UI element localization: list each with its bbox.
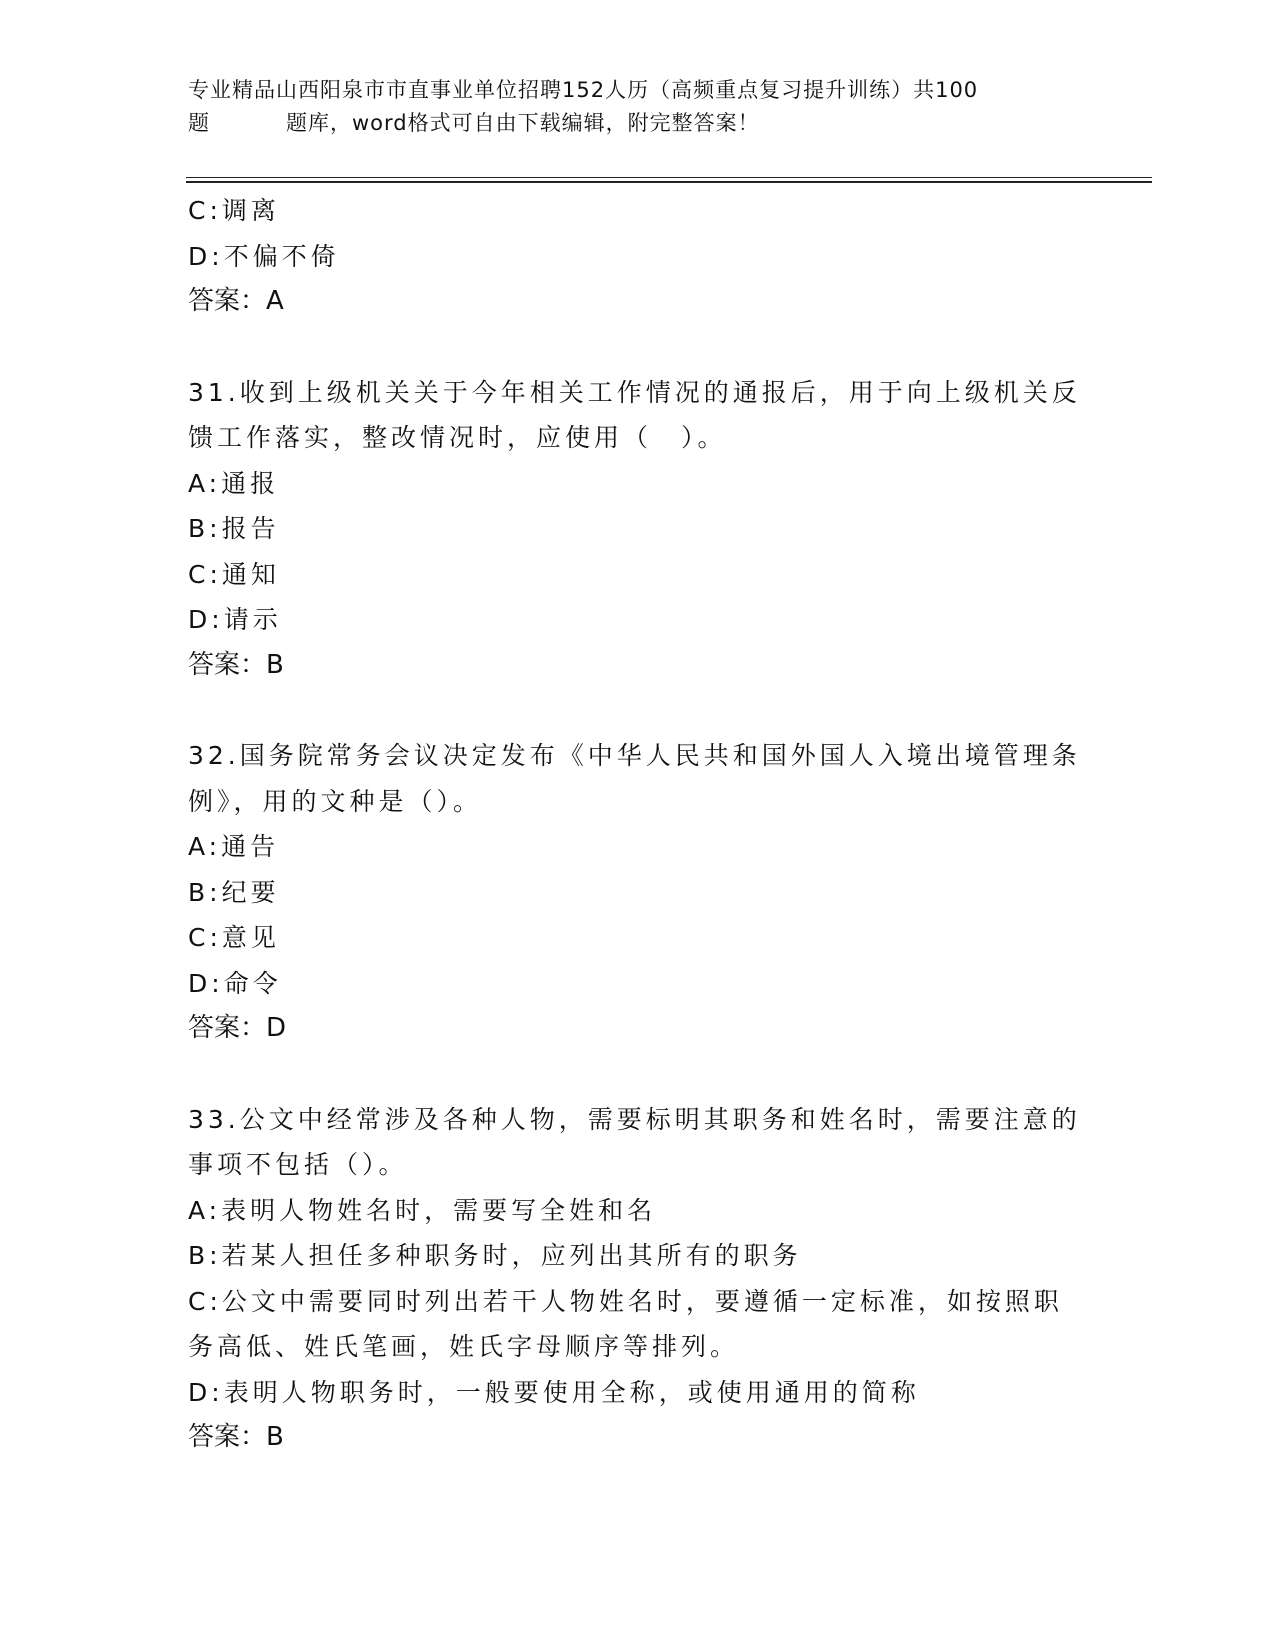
header-line-1: 专业精品山西阳泉市市直事业单位招聘152人历（高频重点复习提升训练）共100 — [188, 78, 979, 102]
question-stem: 32.国务院常务会议决定发布《中华人民共和国外国人入境出境管理条 — [188, 741, 1081, 770]
question-block-33 — [188, 1097, 1088, 1461]
option-d: D:请示 — [188, 605, 282, 634]
option-b: B:报告 — [188, 514, 280, 543]
answer-line: 答案：B — [188, 1422, 285, 1452]
question-stem: 事项不包括（）。 — [188, 1150, 408, 1179]
question-block-32 — [188, 733, 1088, 1052]
option-a: A:通报 — [188, 468, 280, 498]
answer-line: 答案：D — [188, 1013, 288, 1043]
option-c: C:公文中需要同时列出若干人物姓名时，要遵循一定标准，如按照职 — [188, 1286, 1063, 1316]
question-list — [188, 188, 1088, 1506]
question-block-31 — [188, 370, 1088, 689]
option-b: B:纪要 — [188, 877, 280, 907]
option-d: D:不偏不倚 — [188, 241, 340, 271]
option-d: D:命令 — [188, 968, 282, 998]
document-header — [188, 74, 1088, 140]
option-c: C:意见 — [188, 923, 280, 952]
header-line-2-end: 题库，word格式可自由下载编辑，附完整答案！ — [286, 111, 760, 135]
header-line-2 — [188, 107, 1088, 140]
question-block-previous — [188, 188, 1088, 325]
answer-line: 答案：B — [188, 649, 285, 680]
question-stem: 31.收到上级机关关于今年相关工作情况的通报后，用于向上级机关反 — [188, 377, 1081, 407]
option-a: A:表明人物姓名时，需要写全姓和名 — [188, 1195, 657, 1225]
answer-line: 答案：A — [188, 286, 285, 316]
header-line-2-start: 题 — [188, 111, 210, 135]
header-divider-thick — [186, 181, 1152, 183]
header-divider-thin — [186, 177, 1152, 178]
option-b: B:若某人担任多种职务时，应列出其所有的职务 — [188, 1241, 802, 1270]
option-c: C:通知 — [188, 559, 280, 589]
option-a: A:通告 — [188, 832, 280, 861]
question-stem: 33.公文中经常涉及各种人物，需要标明其职务和姓名时，需要注意的 — [188, 1104, 1081, 1134]
question-stem: 馈工作落实，整改情况时，应使用（ ）。 — [188, 423, 727, 452]
option-c-continued: 务高低、姓氏笔画，姓氏字母顺序等排列。 — [188, 1332, 740, 1361]
option-c: C:调离 — [188, 196, 280, 225]
option-d: D:表明人物职务时，一般要使用全称，或使用通用的简称 — [188, 1377, 920, 1407]
question-stem: 例》，用的文种是（）。 — [188, 786, 483, 816]
